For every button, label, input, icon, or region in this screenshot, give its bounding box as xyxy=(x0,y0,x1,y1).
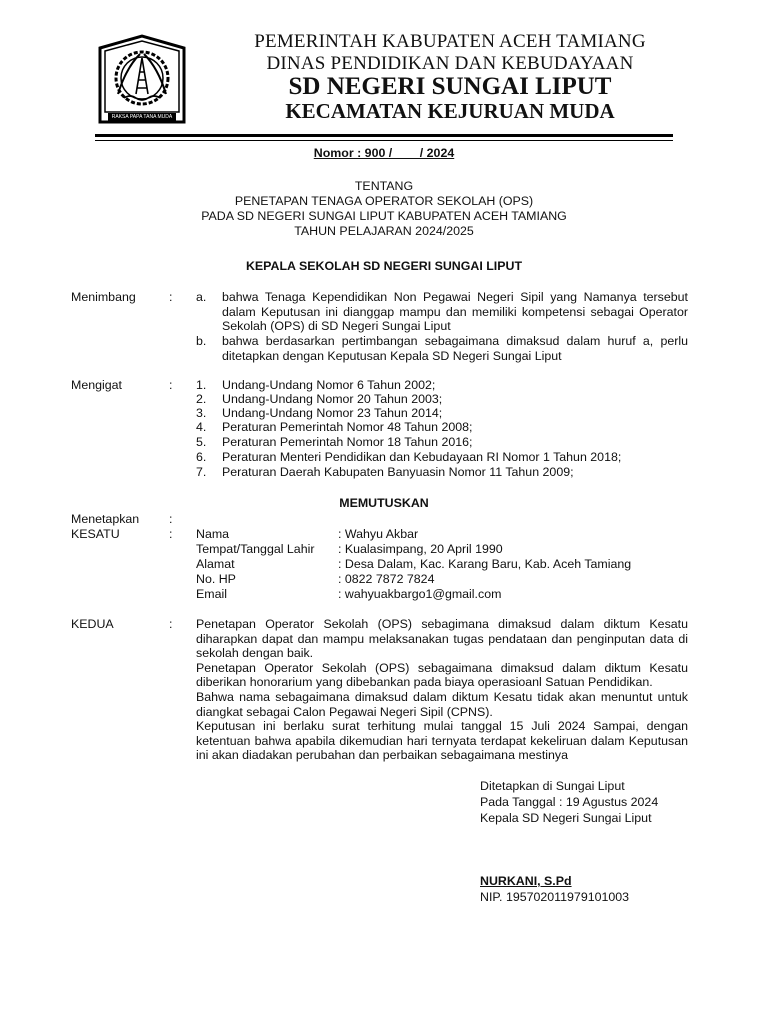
mengingat-marker-1: 1. xyxy=(196,378,207,392)
signatory-nip: NIP. 195702011979101003 xyxy=(480,890,630,904)
mengingat-item-5: Peraturan Pemerintah Nomor 18 Tahun 2016; xyxy=(222,435,473,449)
field-nama-value: : Wahyu Akbar xyxy=(338,527,419,541)
mengingat-label: Mengigat xyxy=(71,378,122,392)
mengingat-item-6: Peraturan Menteri Pendidikan dan Kebudayaan RI Nomor 1 Tahun 2018; xyxy=(222,450,622,464)
school-logo xyxy=(96,32,188,124)
department-name: DINAS PENDIDIKAN DAN KEBUDAYAAN xyxy=(266,53,634,74)
menimbang-colon: : xyxy=(169,290,173,304)
kedua-paragraph-2: Penetapan Operator Sekolah (OPS) sebagaimana dimaksud dalam diktum Kesatu diberikan honorarium yang dibebankan pada biaya operasioanl Satuan Pendidikan. xyxy=(196,660,688,690)
menimbang-text-b: bahwa berdasarkan pertimbangan sebagaimana dimaksud dalam huruf a, perlu ditetapkan dengan Keputusan Kepala SD Negeri Sungai Liput xyxy=(222,334,688,363)
kesatu-label: KESATU xyxy=(71,527,120,541)
signature-place: Ditetapkan di Sungai Liput xyxy=(480,779,625,793)
mengingat-marker-5: 5. xyxy=(196,435,207,449)
menetapkan-colon: : xyxy=(169,512,173,526)
menetapkan-label: Menetapkan xyxy=(71,512,140,526)
kedua-paragraphs xyxy=(196,617,688,763)
kedua-paragraph-3: Bahwa nama sebagaimana dimaksud dalam diktum Kesatu tidak akan menuntut untuk diangkat sebagai Calon Pegawai Negeri Sipil (CPNS). xyxy=(196,689,688,719)
tentang-line-2: PADA SD NEGERI SUNGAI LIPUT KABUPATEN ACEH TAMIANG xyxy=(201,209,567,223)
school-name: SD NEGERI SUNGAI LIPUT xyxy=(288,73,612,100)
memutuskan-heading: MEMUTUSKAN xyxy=(339,496,429,510)
mengingat-item-3: Undang-Undang Nomor 23 Tahun 2014; xyxy=(222,406,443,420)
letterhead-rule-thin xyxy=(95,140,673,141)
mengingat-item-4: Peraturan Pemerintah Nomor 48 Tahun 2008; xyxy=(222,420,473,434)
field-email-key: Email xyxy=(196,587,227,601)
signature-position: Kepala SD Negeri Sungai Liput xyxy=(480,811,652,825)
field-hp-key: No. HP xyxy=(196,572,236,586)
signature-date: Pada Tanggal : 19 Agustus 2024 xyxy=(480,795,659,809)
kedua-paragraph-4: Keputusan ini berlaku surat terhitung mulai tanggal 15 Juli 2024 Sampai, dengan ketentuan bahwa apabila dikemudian hari ternyata terdapat kekeliruan dalam Keputusan ini akan diadakan perubahan dan perbaikan sebagaimana mestinya xyxy=(196,719,688,763)
letterhead-rule-thick xyxy=(95,134,673,137)
mengingat-marker-6: 6. xyxy=(196,450,207,464)
menimbang-marker-b: b. xyxy=(196,334,207,348)
mengingat-marker-7: 7. xyxy=(196,465,207,479)
tentang-label: TENTANG xyxy=(354,179,414,193)
mengingat-item-7: Peraturan Daerah Kabupaten Banyuasin Nomor 11 Tahun 2009; xyxy=(222,465,574,479)
field-email-value: : wahyuakbargo1@gmail.com xyxy=(338,587,502,601)
mengingat-item-2: Undang-Undang Nomor 20 Tahun 2003; xyxy=(222,392,443,406)
menimbang-text-a: bahwa Tenaga Kependidikan Non Pegawai Negeri Sipil yang Namanya tersebut dalam Keputusan ini dianggap mampu dan memiliki kompetensi sebagai Operator Sekolah (OPS) di SD Negeri Sungai Liput xyxy=(222,290,688,334)
mengingat-marker-2: 2. xyxy=(196,392,207,406)
field-ttl-key: Tempat/Tanggal Lahir xyxy=(196,542,315,556)
mengingat-item-1: Undang-Undang Nomor 6 Tahun 2002; xyxy=(222,378,436,392)
district-name: KECAMATAN KEJURUAN MUDA xyxy=(285,99,615,123)
mengingat-marker-3: 3. xyxy=(196,406,207,420)
signatory-name: NURKANI, S.Pd xyxy=(480,874,572,888)
menimbang-marker-a: a. xyxy=(196,290,207,304)
kedua-paragraph-1: Penetapan Operator Sekolah (OPS) sebagimana dimaksud dalam diktum Kesatu diharapkan dapat dan mampu melaksanakan tugas pendataan dan penginputan data di sekolah dengan baik. xyxy=(196,617,688,661)
field-ttl-value: : Kualasimpang, 20 April 1990 xyxy=(338,542,503,556)
logo-ribbon-text: RAKSA PAPA TANA MUDA xyxy=(111,114,173,120)
tentang-line-1: PENETAPAN TENAGA OPERATOR SEKOLAH (OPS) xyxy=(234,194,534,208)
field-alamat-value: : Desa Dalam, Kac. Karang Baru, Kab. Aceh Tamiang xyxy=(338,557,632,571)
kedua-colon: : xyxy=(169,617,173,631)
government-name: PEMERINTAH KABUPATEN ACEH TAMIANG xyxy=(254,31,646,52)
field-hp-value: : 0822 7872 7824 xyxy=(338,572,435,586)
mengingat-colon: : xyxy=(169,378,173,392)
menimbang-label: Menimbang xyxy=(71,290,136,304)
document-number: Nomor : 900 / / 2024 xyxy=(313,146,455,160)
kedua-label: KEDUA xyxy=(71,617,114,631)
mengingat-marker-4: 4. xyxy=(196,420,207,434)
field-nama-key: Nama xyxy=(196,527,230,541)
field-alamat-key: Alamat xyxy=(196,557,235,571)
kepala-title: KEPALA SEKOLAH SD NEGERI SUNGAI LIPUT xyxy=(245,259,523,273)
tentang-line-3: TAHUN PELAJARAN 2024/2025 xyxy=(294,224,474,238)
kesatu-colon: : xyxy=(169,527,173,541)
